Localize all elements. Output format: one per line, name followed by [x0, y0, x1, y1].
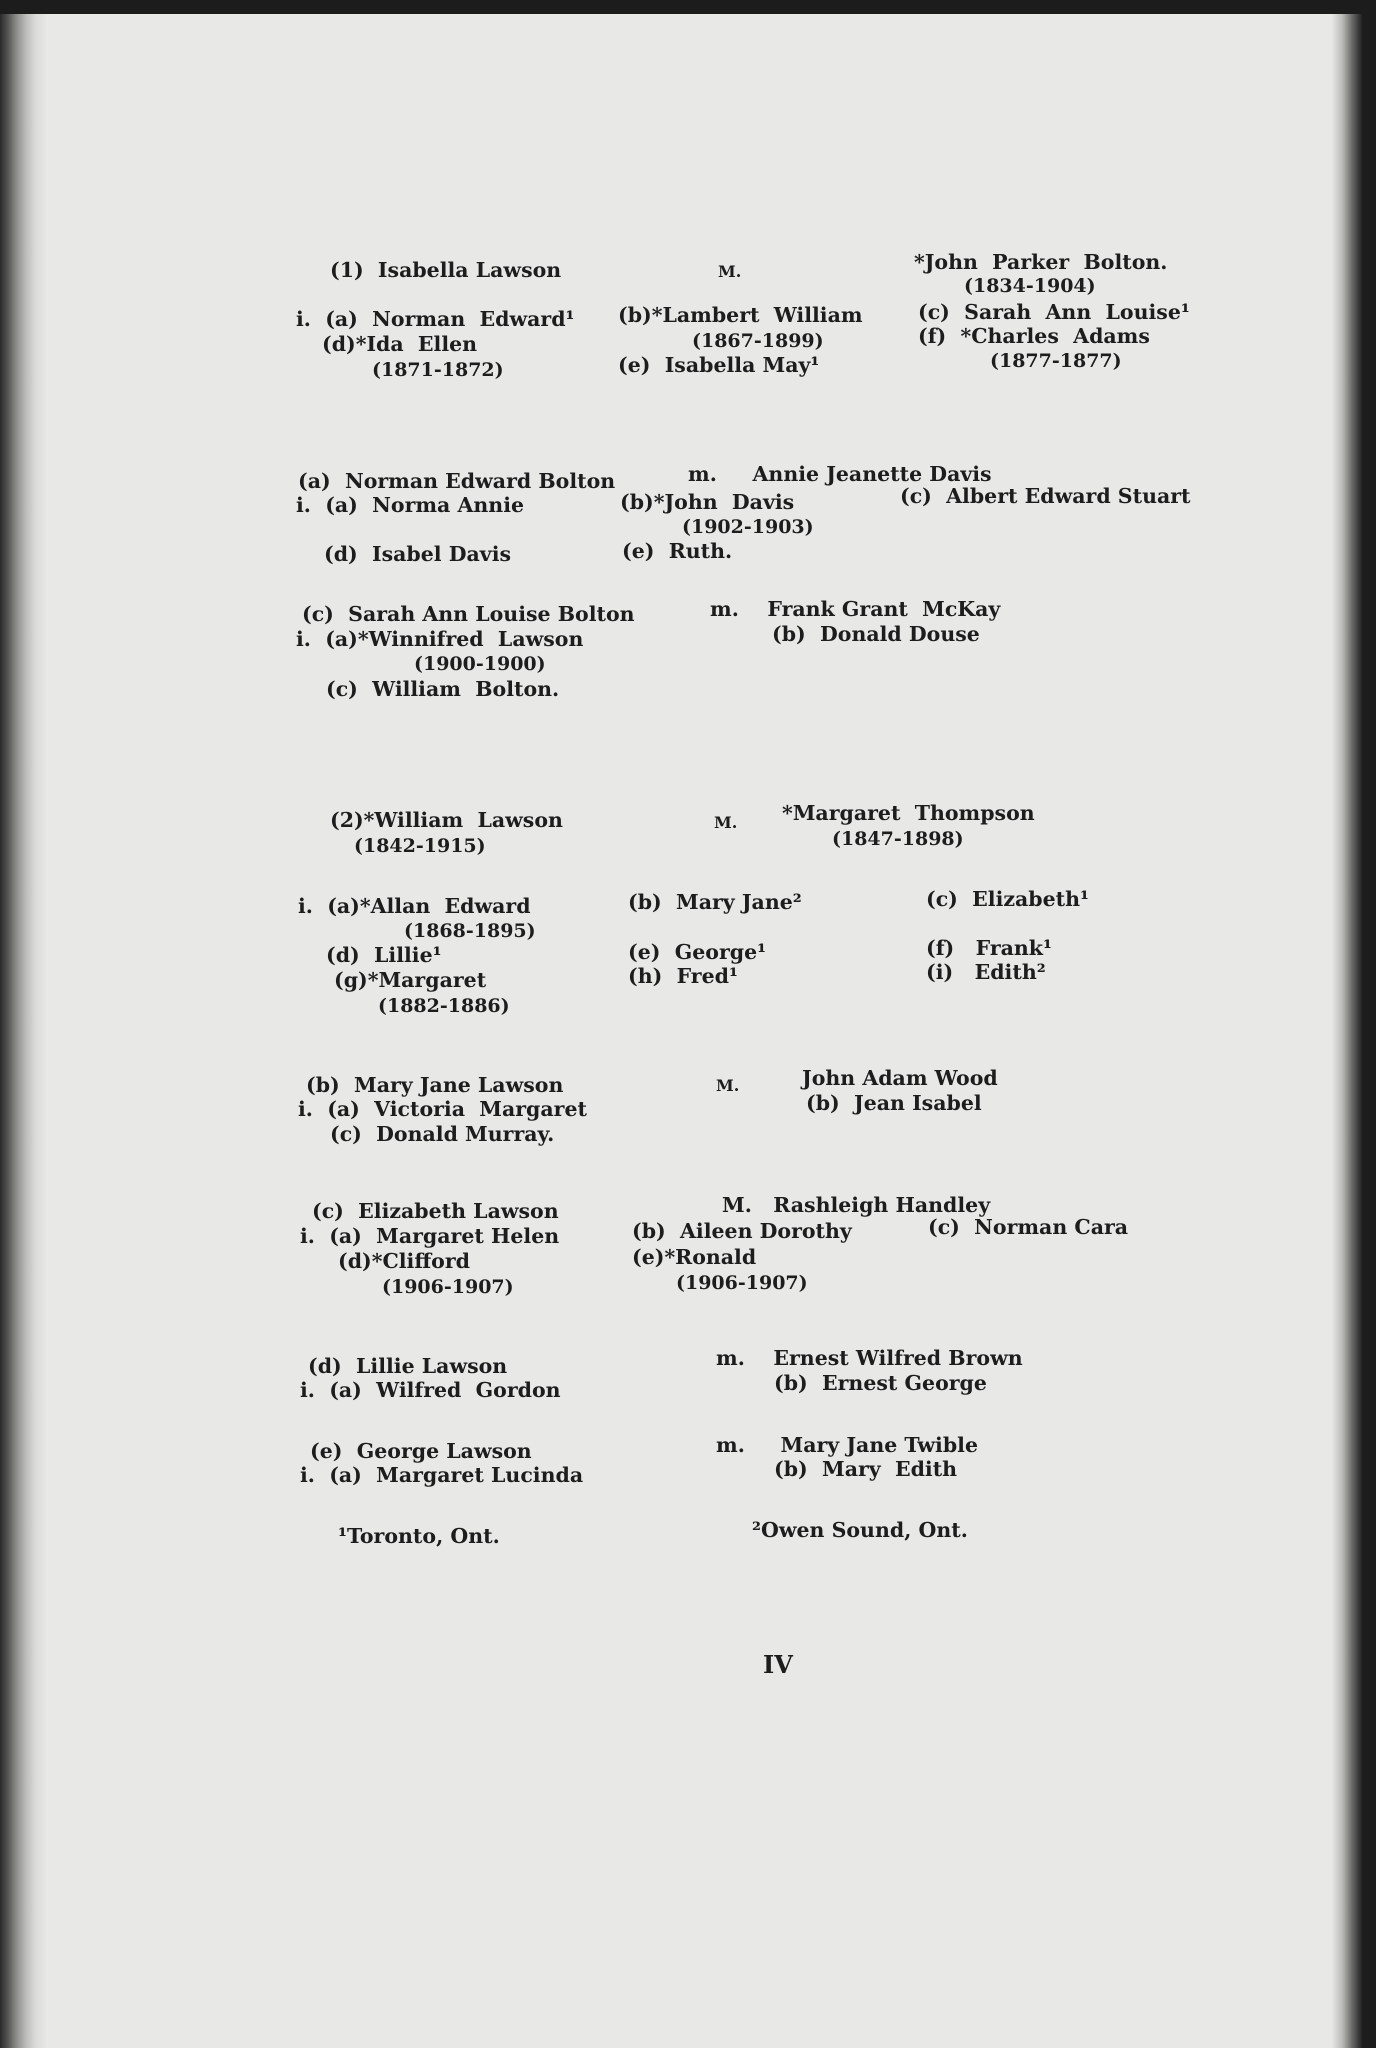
text-line: (b) Aileen Dorothy — [632, 1219, 852, 1243]
text-line: (1882-1886) — [378, 995, 510, 1017]
text-line: (1906-1907) — [676, 1272, 808, 1294]
text-line: (c) Donald Murray. — [330, 1122, 555, 1146]
text-line: (b)*Lambert William — [618, 303, 863, 327]
page-binding-edge — [0, 14, 46, 2048]
text-line: (e) George¹ — [628, 940, 767, 964]
text-line: *John Parker Bolton. — [914, 250, 1168, 274]
text-line: ¹Toronto, Ont. — [338, 1524, 500, 1548]
text-line: m. Ernest Wilfred Brown — [716, 1346, 1023, 1370]
text-line: (1867-1899) — [692, 330, 824, 352]
text-line: M. — [716, 1076, 740, 1095]
text-line: M. — [714, 813, 738, 832]
text-line: (b) Mary Jane² — [628, 890, 802, 914]
text-line: (b) Donald Douse — [772, 622, 980, 646]
text-line: (d)*Clifford — [338, 1249, 470, 1273]
text-line: m. Frank Grant McKay — [710, 597, 1001, 621]
text-line: M. — [718, 262, 742, 281]
text-line: i. (a) Norman Edward¹ — [296, 307, 575, 331]
text-line: (1906-1907) — [382, 1276, 514, 1298]
text-line: (h) Fred¹ — [628, 964, 738, 988]
text-line: (e) George Lawson — [310, 1439, 532, 1463]
page-right-edge — [1332, 14, 1362, 2048]
text-line: (e) Ruth. — [622, 539, 733, 563]
text-line: (c) William Bolton. — [326, 677, 560, 701]
text-line: (g)*Margaret — [334, 968, 487, 992]
text-line: (b)*John Davis — [620, 490, 795, 514]
document-page — [0, 14, 1362, 2048]
text-line: (a) Norman Edward Bolton — [298, 469, 616, 493]
text-line: (d) Lillie¹ — [326, 943, 442, 967]
text-line: (c) Sarah Ann Louise Bolton — [302, 602, 635, 626]
text-line: (1834-1904) — [964, 275, 1096, 297]
text-line: (c) Elizabeth¹ — [926, 887, 1090, 911]
text-line: (1868-1895) — [404, 920, 536, 942]
text-line: (1847-1898) — [832, 828, 964, 850]
text-line: (d) Isabel Davis — [324, 542, 512, 566]
text-line: (1877-1877) — [990, 350, 1122, 372]
text-line: John Adam Wood — [802, 1066, 998, 1090]
text-line: (d) Lillie Lawson — [308, 1354, 508, 1378]
text-line: (1902-1903) — [682, 516, 814, 538]
text-line: i. (a) Victoria Margaret — [298, 1097, 587, 1121]
text-line: m. Annie Jeanette Davis — [688, 462, 992, 486]
text-line: (e) Isabella May¹ — [618, 353, 820, 377]
text-line: i. (a) Margaret Helen — [300, 1224, 560, 1248]
text-line: i. (a) Margaret Lucinda — [300, 1463, 584, 1487]
text-line: (1900-1900) — [414, 653, 546, 675]
text-line: IV — [763, 1650, 793, 1679]
text-line: (1871-1872) — [372, 359, 504, 381]
text-line: (b) Jean Isabel — [806, 1091, 982, 1115]
text-line: i. (a)*Allan Edward — [298, 894, 531, 918]
text-line: m. Mary Jane Twible — [716, 1433, 979, 1457]
text-line: (b) Mary Edith — [774, 1457, 958, 1481]
text-line: (c) Elizabeth Lawson — [312, 1199, 559, 1223]
text-line: (d)*Ida Ellen — [322, 332, 478, 356]
text-line: (e)*Ronald — [632, 1245, 757, 1269]
text-line: i. (a) Wilfred Gordon — [300, 1378, 561, 1402]
text-line: (2)*William Lawson — [330, 808, 563, 832]
text-line: (c) Sarah Ann Louise¹ — [918, 300, 1190, 324]
text-line: (b) Mary Jane Lawson — [306, 1073, 564, 1097]
text-line: (f) *Charles Adams — [918, 324, 1150, 348]
text-line: (1) Isabella Lawson — [330, 258, 562, 282]
text-line: *Margaret Thompson — [782, 801, 1035, 825]
text-line: (c) Albert Edward Stuart — [900, 484, 1191, 508]
text-line: i. (a) Norma Annie — [296, 493, 525, 517]
text-line: (c) Norman Cara — [928, 1215, 1129, 1239]
text-line: M. Rashleigh Handley — [722, 1193, 991, 1217]
text-line: (i) Edith² — [926, 960, 1046, 984]
text-line: (b) Ernest George — [774, 1371, 987, 1395]
text-line: ²Owen Sound, Ont. — [752, 1518, 968, 1542]
text-line: (f) Frank¹ — [926, 936, 1052, 960]
text-line: i. (a)*Winnifred Lawson — [296, 627, 584, 651]
text-line: (1842-1915) — [354, 835, 486, 857]
